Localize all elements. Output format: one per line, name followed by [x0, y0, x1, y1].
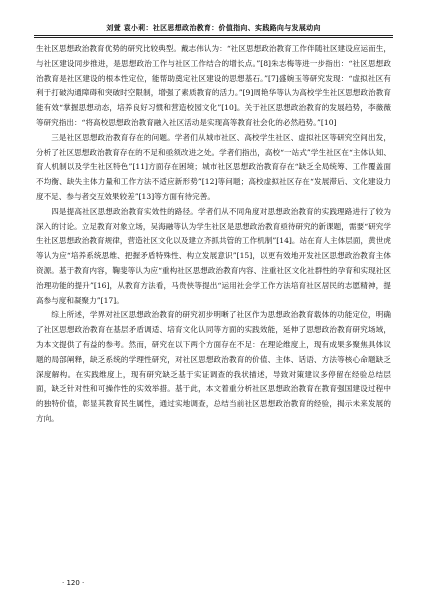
paragraph-1: 生社区思想政治教育优势的研究比较典型。戴志伟认为：“社区思想政治教育工作伴随社区建设应运而生，与社区建设同步推进，是思想政治工作与社区工作结合的增长点。”[8]朱志梅等进一步指出：“社区思想政治教育是社区建设的根本性定位，能帮助奠定社区建设的思想基石。”[7]盛婉玉等研究发现：“虚拟社区有利于打破沟通障碍和突破时空限制，增强了素质教育的活力。”[9]周艳华等认为高校学生社区思想政治教育能有效“掌握思想动态，培养良好习惯和营造校园文化”[10]。关于社区思想政治教育的发展趋势，李薇薇等研究指出：“将高校思想政治教育融入社区活动是实现高等教育社会化的必然趋势。”[10]: [36, 44, 391, 127]
page-number: · 120 ·: [62, 579, 85, 587]
header-rule-bottom: [34, 37, 393, 38]
running-header: 刘萱 袁小莉：社区思想政治教育：价值指向、实践路向与发展动向: [106, 23, 321, 32]
paragraph-3: 四是提高社区思想政治教育实效性的路径。学者们从不同角度对思想政治教育的实践理路进行了较为深入的讨论。立足教育对象立场，吴海融等认为学生社区是思想政治教育亟待研究的新课题，需要“研究学生社区思想政治教育规律，营造社区文化以及建立齐抓共管的工作机制”[14]。站在育人主体层面，黄世虎等认为应“培养系统思维、把握矛盾特殊性、构立发展意识”[15]，以更有效地开发社区思想政治教育主体资源。基于教育内容，鞠斐等认为应“重构社区思想政治教育内容、注重社区文化社群性的孕育和实现社区治理功能的提升”[16]，从教育方法看，马贵侠等提出“运用社会学工作方法培育社区居民的志愿精神，提高参与度和凝聚力”[17]。: [36, 206, 391, 305]
header-rule-top: [34, 35, 393, 36]
paragraph-4: 综上所述，学界对社区思想政治教育的研究初步明晰了社区作为思想政治教育载体的功能定位，明确了社区思想政治教育在基层矛盾调适、培育文化认同等方面的实践效能，延伸了思想政治教育研究场域，为本文提供了有益的参考。然而，研究在以下两个方面存在不足：在理论维度上，现有成果多聚焦具体议题的局部阐释，缺乏系统的学理性研究，对社区思想政治教育的价值、主体、话语、方法等核心命题缺乏深度解构。在实践维度上，现有研究缺乏基于实证调查的我状描述，导致对策建议多停留在经验总结层面，缺乏针对性和可操作性的实效举措。基于此，本文着重分析社区思想政治教育在教育强国建设过程中的独特价值，彰显其教育民生属性，通过实地调查，总结当前社区思想政治教育的经验，揭示未来发展的方向。: [36, 310, 391, 423]
paragraph-2: 三是社区思想政治教育存在的问题。学者们从城市社区、高校学生社区、虚拟社区等研究空间出发，分析了社区思想政治教育存在的不足和亟须改进之处。学者们指出，高校“一站式”学生社区在“主体认知、育人机制以及学生社区特色”[11]方面存在困境；城市社区思想政治教育存在“缺乏全局统筹、工作覆盖面不均衡、缺失主体力量和工作方法不适应新形势”[12]等问题；高校虚拟社区存在“发展滞后、文化建设力度不足、参与者交互效果较差”[13]等方面有待完善。: [36, 132, 391, 201]
body-text: [36, 42, 391, 427]
